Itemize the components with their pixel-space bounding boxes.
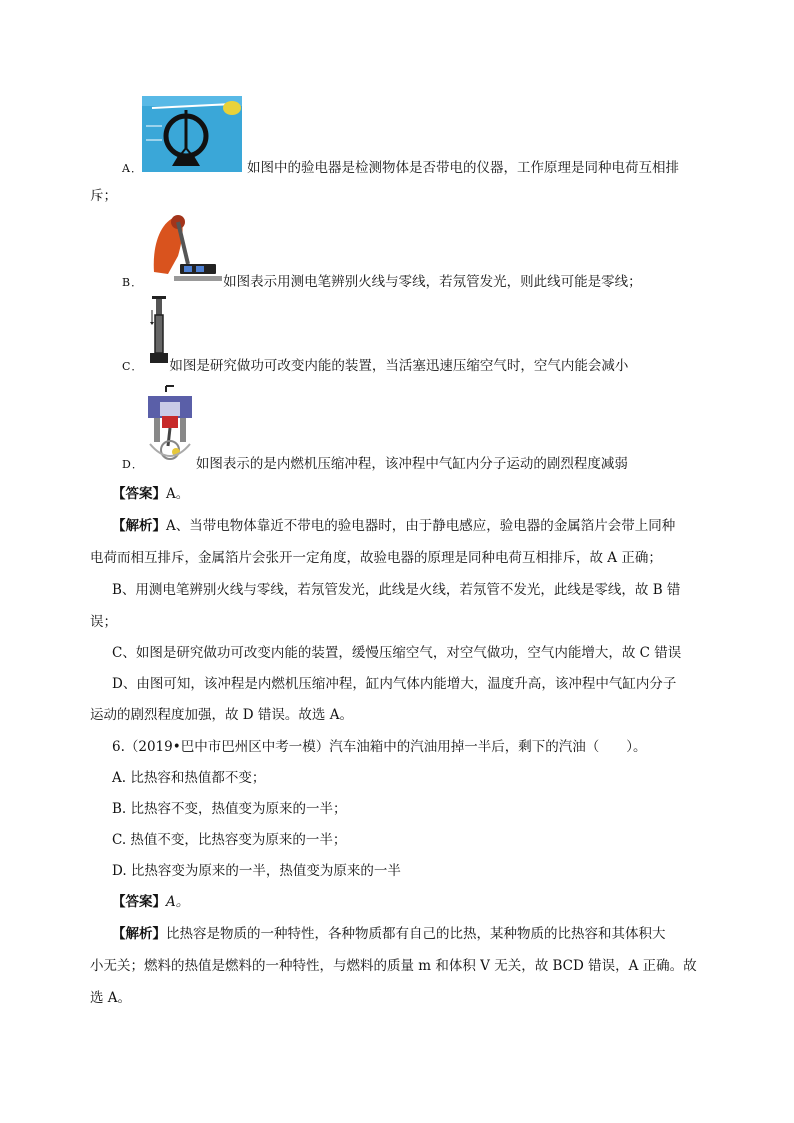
analysis-label: 【解析】 — [112, 926, 166, 942]
q5-analysis-line-1: 【解析】A、当带电物体靠近不带电的验电器时，由于静电感应，验电器的金属箔片会带上同种 — [112, 518, 676, 534]
q5-answer — [112, 484, 189, 504]
answer-label: 【答案】 — [112, 486, 166, 502]
option-text: 如图表示用测电笔辨别火线与零线，若氖管发光，则此线可能是零线； — [223, 274, 642, 290]
q6-option-d: D. 比热容变为原来的一半，热值变为原来的一半 — [112, 863, 401, 879]
q5-option-a — [122, 158, 679, 179]
answer-value: A。 — [166, 486, 190, 502]
option-letter: D． — [122, 458, 144, 471]
q5-analysis-line-2: 电荷而相互排斥，金属箔片会张开一定角度，故验电器的原理是同种电荷互相排斥，故 A 正确； — [90, 550, 662, 566]
q6-option-c: C. 热值不变，比热容变为原来的一半； — [112, 832, 347, 848]
option-letter: A． — [122, 162, 143, 175]
q5-option-d — [122, 454, 628, 475]
q5-option-c — [122, 356, 628, 377]
q6-answer — [112, 892, 189, 912]
option-letter: B． — [122, 276, 144, 289]
q5-analysis-line-6: D、由图可知，该冲程是内燃机压缩冲程，缸内气体内能增大，温度升高，该冲程中气缸内分子 — [112, 676, 677, 692]
q5-option-b — [122, 272, 642, 293]
answer-label: 【答案】 — [112, 894, 166, 910]
q6-analysis-line-3: 选 A。 — [90, 990, 132, 1006]
q6-option-b: B. 比热容不变，热值变为原来的一半； — [112, 801, 347, 817]
option-letter: C． — [122, 360, 144, 373]
q5-analysis-line-3: B、用测电笔辨别火线与零线，若氖管发光，此线是火线，若氖管不发光，此线是零线，故 B 错 — [112, 582, 681, 598]
q5-option-a-cont: 斥； — [90, 188, 117, 204]
q6-analysis-line-2: 小无关；燃料的热值是燃料的一种特性，与燃料的质量 m 和体积 V 无关，故 BCD 错误，A 正确。故 — [90, 958, 697, 974]
option-text: 如图表示的是内燃机压缩冲程，该冲程中气缸内分子运动的剧烈程度减弱 — [195, 456, 628, 472]
q6-stem: 6.（2019•巴中市巴州区中考一模）汽车油箱中的汽油用掉一半后，剩下的汽油（ ）。 — [112, 739, 647, 755]
option-text: 如图是研究做功可改变内能的装置，当活塞迅速压缩空气时，空气内能会减小 — [169, 358, 629, 374]
analysis-label: 【解析】 — [112, 518, 166, 534]
option-text: 如图中的验电器是检测物体是否带电的仪器，工作原理是同种电荷互相排 — [246, 160, 679, 176]
q6-analysis-line-1: 【解析】比热容是物质的一种特性，各种物质都有自己的比热，某种物质的比热容和其体积大 — [112, 926, 666, 942]
q5-analysis-line-5: C、如图是研究做功可改变内能的装置，缓慢压缩空气，对空气做功，空气内能增大，故 C 错误 — [112, 645, 682, 661]
q5-analysis-line-7: 运动的剧烈程度加强，故 D 错误。故选 A。 — [90, 707, 353, 723]
answer-value: A。 — [166, 894, 190, 910]
q6-option-a: A. 比热容和热值都不变； — [112, 770, 266, 786]
q5-analysis-line-4: 误； — [90, 614, 117, 630]
